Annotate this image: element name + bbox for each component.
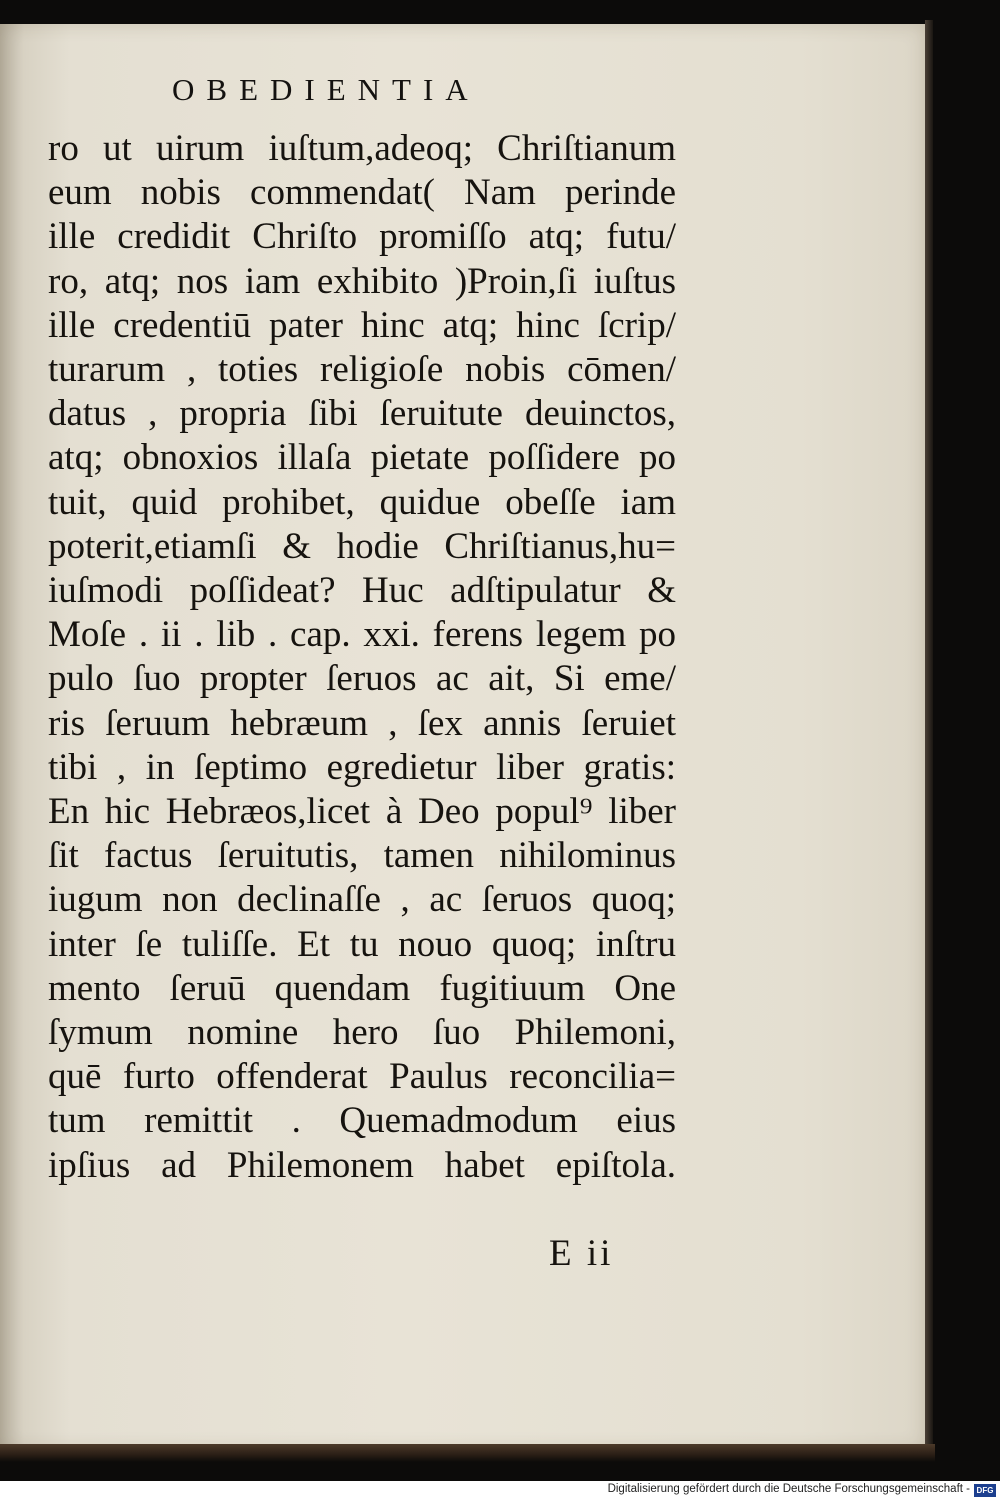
text-line: iugum non declinaſſe , ac ſeruos quoq; [48,879,676,921]
page-edge [925,20,933,1452]
text-line: ille credidit Chriſto promiſſo atq; futu/ [48,216,676,258]
text-line: quē furto offenderat Paulus reconcilia= [48,1056,676,1098]
text-line: tibi , in ſeptimo egredietur liber gratis: [48,746,676,788]
text-line: atq; obnoxios illaſa pietate poſſidere po [48,437,676,479]
signature-mark: E ii [549,1233,614,1274]
text-line: iuſmodi poſſideat? Huc adſtipulatur & [48,570,676,612]
text-line: pulo ſuo propter ſeruos ac ait, Si eme/ [48,658,676,700]
text-line: ſymum nomine hero ſuo Philemoni, [48,1012,676,1054]
text-line: datus , propria ſibi ſeruitute deuinctos, [48,393,676,435]
text-line: Moſe . ii . lib . cap. xxi. ferens legem po [48,614,676,656]
text-line: inter ſe tuliſſe. Et tu nouo quoq; inſtru [48,923,676,965]
text-line: mento ſeruū quendam fugitiuum One [48,967,676,1009]
running-head: OBEDIENTIA [172,72,480,107]
text-line: ro, atq; nos iam exhibito )Proin,ſi iuſtus [48,260,676,302]
text-line: turarum , toties religioſe nobis cōmen/ [48,349,676,391]
text-line: ris ſeruum hebræum , ſex annis ſeruiet [48,702,676,744]
dfg-logo-icon: DFG [974,1484,996,1497]
text-line: En hic Hebræos,licet à Deo popul⁹ liber [48,791,676,833]
text-line: tum remittit . Quemadmodum eius [48,1100,676,1142]
text-line: poterit,etiamſi & hodie Chriſtianus,hu= [48,525,676,567]
text-line: ro ut uirum iuſtum,adeoq; Chriſtianum [48,128,676,169]
text-line: ſit factus ſeruitutis, tamen nihilominus [48,835,676,877]
footer-bar [0,1481,1000,1501]
text-line: tuit, quid prohibet, quidue obeſſe iam [48,481,676,523]
footer-credit: Digitalisierung gefördert durch die Deutsche Forschungsgemeinschaft - [607,1483,970,1495]
page-bottom-edge [0,1444,935,1462]
text-line: eum nobis commendat( Nam perinde [48,172,676,214]
text-line: ipſius ad Philemonem habet epiſtola. [48,1144,676,1186]
body-text [48,127,676,1188]
text-line: ille credentiū pater hinc atq; hinc ſcrip/ [48,304,676,346]
